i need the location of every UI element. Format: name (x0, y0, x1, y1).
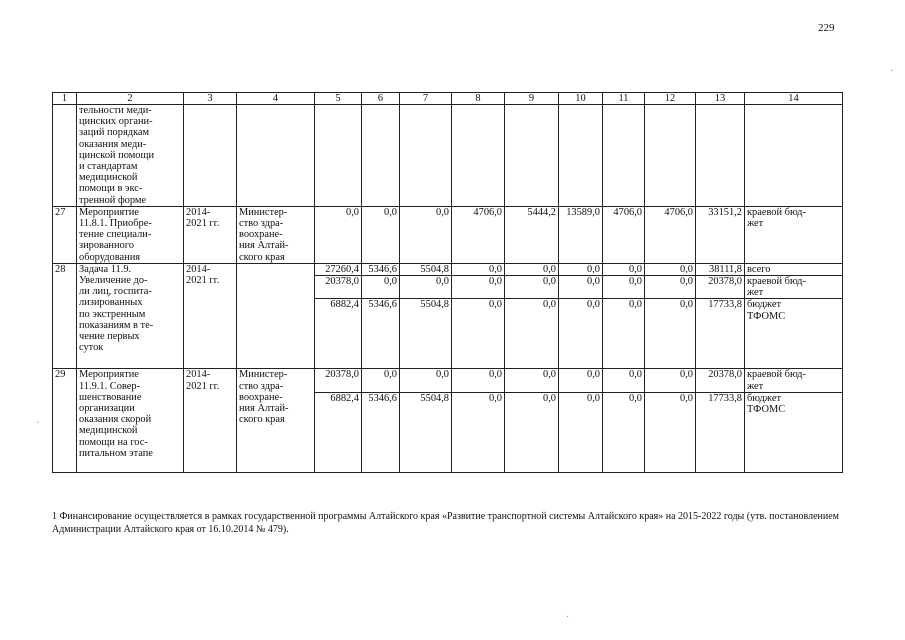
value-cell: 5504,8 (400, 392, 452, 472)
row-executor (237, 263, 315, 369)
value-cell: 4706,0 (645, 206, 696, 263)
value-cell: 0,0 (603, 299, 645, 369)
value-cell: 4706,0 (452, 206, 505, 263)
column-number: 2 (77, 93, 184, 105)
row-number: 28 (53, 263, 77, 369)
value-cell: 20378,0 (696, 276, 745, 299)
value-cell: 27260,4 (315, 263, 362, 275)
column-number: 4 (237, 93, 315, 105)
value-cell: 0,0 (559, 299, 603, 369)
value-cell: 6882,4 (315, 299, 362, 369)
value-cell: 33151,2 (696, 206, 745, 263)
value-cell: 0,0 (362, 369, 400, 392)
value-cell: 5444,2 (505, 206, 559, 263)
row-executor: Министер- ство здра- воохране- ния Алтай- ского края (237, 369, 315, 472)
value-cell: 0,0 (452, 299, 505, 369)
value-cell: 0,0 (505, 276, 559, 299)
scan-speck: · (566, 612, 570, 623)
value-cell: 0,0 (400, 206, 452, 263)
row-name: Задача 11.9. Увеличение до- ли лиц, госпита- лизированных по экстренным показаниям в те- чение первых суток (77, 263, 184, 369)
value-cell: 4706,0 (603, 206, 645, 263)
value-cell: 0,0 (603, 369, 645, 392)
value-cell: 0,0 (315, 206, 362, 263)
scan-speck: · (36, 418, 40, 429)
value-cell: 17733,8 (696, 299, 745, 369)
page-number: 229 (818, 22, 835, 34)
value-cell: 20378,0 (696, 369, 745, 392)
funding-source: краевой бюд- жет (745, 276, 843, 299)
value-cell: 0,0 (505, 369, 559, 392)
row-period: 2014- 2021 гг. (184, 263, 237, 369)
column-number: 6 (362, 93, 400, 105)
value-cell: 0,0 (559, 263, 603, 275)
column-number: 14 (745, 93, 843, 105)
scan-speck: · (890, 66, 894, 77)
value-cell: 0,0 (603, 263, 645, 275)
program-table (52, 92, 843, 473)
value-cell: 0,0 (559, 276, 603, 299)
value-cell: 0,0 (603, 276, 645, 299)
value-cell: 0,0 (603, 392, 645, 472)
row-period: 2014- 2021 гг. (184, 369, 237, 472)
column-number: 13 (696, 93, 745, 105)
column-number: 11 (603, 93, 645, 105)
column-number: 12 (645, 93, 696, 105)
column-number: 3 (184, 93, 237, 105)
column-number: 9 (505, 93, 559, 105)
value-cell: 0,0 (505, 299, 559, 369)
funding-source: бюджет ТФОМС (745, 392, 843, 472)
value-cell: 0,0 (452, 276, 505, 299)
value-cell: 0,0 (400, 369, 452, 392)
table-row (53, 263, 843, 275)
value-cell: 0,0 (452, 392, 505, 472)
table-row (53, 206, 843, 263)
column-number: 8 (452, 93, 505, 105)
value-cell: 20378,0 (315, 276, 362, 299)
footnote: 1 Финансирование осуществляется в рамках государственной программы Алтайского края «Развитие транспортной системы Алтайского края» на 2015-2022 годы (утв. постановлением Администрации Алтайского края от 16.10.2014 № 479). (52, 511, 839, 535)
value-cell: 0,0 (645, 263, 696, 275)
funding-source: краевой бюд- жет (745, 369, 843, 392)
funding-source: краевой бюд- жет (745, 206, 843, 263)
table-row (53, 369, 843, 392)
value-cell: 5504,8 (400, 263, 452, 275)
row-period: 2014- 2021 гг. (184, 206, 237, 263)
table-row (53, 105, 843, 207)
value-cell: 6882,4 (315, 392, 362, 472)
column-number: 10 (559, 93, 603, 105)
value-cell: 5346,6 (362, 392, 400, 472)
value-cell: 5504,8 (400, 299, 452, 369)
row-number: 29 (53, 369, 77, 472)
row-name: Мероприятие 11.9.1. Совер- шенствование организации оказания скорой медицинской помощи на гос- питальном этапе (77, 369, 184, 472)
value-cell: 20378,0 (315, 369, 362, 392)
row-executor: Министер- ство здра- воохране- ния Алтай- ского края (237, 206, 315, 263)
value-cell: 0,0 (645, 369, 696, 392)
value-cell: 38111,8 (696, 263, 745, 275)
column-number: 1 (53, 93, 77, 105)
value-cell: 0,0 (362, 276, 400, 299)
row-number: 27 (53, 206, 77, 263)
continued-name-cell: тельности меди- цинских органи- заций порядкам оказания меди- цинской помощи и стандартам медицинской помощи в экс- тренной форме (77, 105, 184, 207)
column-number: 7 (400, 93, 452, 105)
row-name: Мероприятие 11.8.1. Приобре- тение специали- зированного оборудования (77, 206, 184, 263)
value-cell: 5346,6 (362, 263, 400, 275)
value-cell: 0,0 (645, 276, 696, 299)
value-cell: 0,0 (559, 392, 603, 472)
column-number: 5 (315, 93, 362, 105)
value-cell: 0,0 (362, 206, 400, 263)
value-cell: 0,0 (452, 263, 505, 275)
funding-source: всего (745, 263, 843, 275)
value-cell: 0,0 (645, 299, 696, 369)
value-cell: 0,0 (559, 369, 603, 392)
funding-source: бюджет ТФОМС (745, 299, 843, 369)
value-cell: 0,0 (645, 392, 696, 472)
value-cell: 0,0 (505, 263, 559, 275)
value-cell: 17733,8 (696, 392, 745, 472)
value-cell: 13589,0 (559, 206, 603, 263)
value-cell: 0,0 (452, 369, 505, 392)
column-number-row (53, 93, 843, 105)
value-cell: 0,0 (400, 276, 452, 299)
value-cell: 5346,6 (362, 299, 400, 369)
value-cell: 0,0 (505, 392, 559, 472)
